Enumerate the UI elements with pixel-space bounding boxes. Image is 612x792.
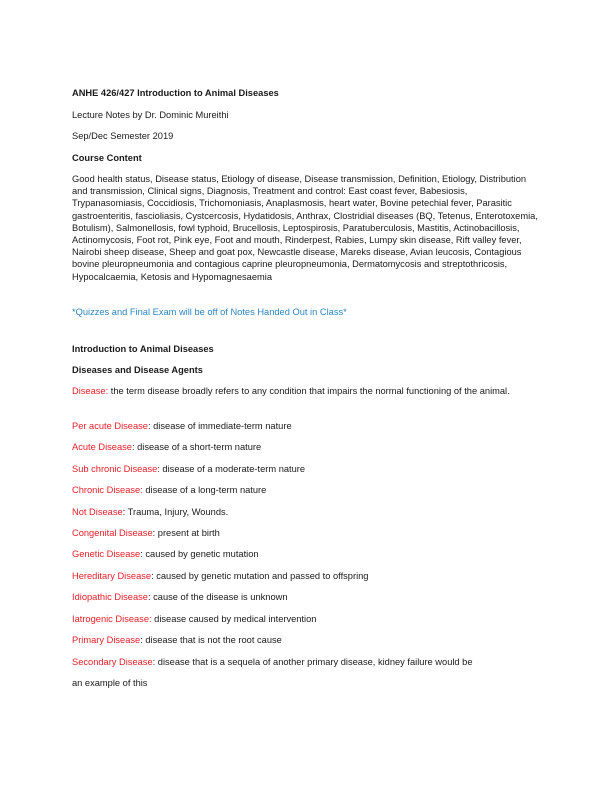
definition-text: an example of this bbox=[72, 678, 148, 688]
definition-text: : disease of a moderate-term nature bbox=[157, 464, 306, 474]
definition-item bbox=[72, 506, 228, 518]
definition-term: Congenital Disease bbox=[72, 528, 153, 538]
definition-text: the term disease broadly refers to any condition that impairs the normal functioning of the animal. bbox=[108, 386, 510, 396]
course-content-body: Good health status, Disease status, Etiology of disease, Disease transmission, Definition, Etiology, Distribution and transmission, Clinical signs, Diagnosis, Treatment and control: East coast fever, Babesiosis, Trypanasomiasis, Coccidiosis, Trichomoniasis, Anaplasmosis, heart water, Bovine petechial fever, Parasitic gastroenteritis, fascioliasis, Cystcercosis, Hydatidosis, Anthrax, Clostridial diseases (BQ, Tetenus, Enterotoxemia, Botulism), Salmonellosis, fowl typhoid, Brucellosis, Leptospirosis, Paratuberculosis, Mastitis, Actinobacillosis, Actinomycosis, Foot rot, Pink eye, Foot and mouth, Rinderpest, Rabies, Lumpy skin disease, Rift valley fever, Nairobi sheep disease, Sheep and goat pox, Newcastle disease, Mareks disease, Avian leucosis, Contagious bovine pleuropneumonia and contagious caprine pleuropneumonia, Dermatomycosis and streptothricosis, Hypocalcaemia, Ketosis and Hypomagnesaemia bbox=[72, 174, 538, 282]
definition-term: Iatrogenic Disease: bbox=[72, 614, 152, 624]
definition-term: Sub chronic Disease bbox=[72, 464, 158, 474]
section-subheading: Diseases and Disease Agents bbox=[72, 365, 203, 375]
definition-text: disease caused by medical intervention bbox=[151, 614, 317, 624]
definition-text: : cause of the disease is unknown bbox=[147, 592, 288, 602]
lecturer-line: Lecture Notes by Dr. Dominic Mureithi bbox=[72, 110, 229, 120]
definition-text: : disease of immediate-term nature bbox=[147, 421, 292, 431]
definition-item bbox=[72, 591, 288, 603]
definition-term: Hereditary Disease bbox=[72, 571, 152, 581]
definition-text: : disease that is not the root cause bbox=[140, 635, 282, 645]
definition-text: : caused by genetic mutation and passed to offspring bbox=[151, 571, 369, 581]
definition-term: Disease: bbox=[72, 386, 109, 396]
definition-continuation bbox=[72, 677, 147, 689]
definition-term: Not Disease bbox=[72, 507, 123, 517]
definition-term: Genetic Disease bbox=[72, 549, 141, 559]
definition-item bbox=[72, 548, 259, 560]
document-title: ANHE 426/427 Introduction to Animal Diseases bbox=[72, 88, 279, 98]
definition-item bbox=[72, 385, 542, 397]
section-heading: Introduction to Animal Diseases bbox=[72, 344, 214, 354]
definition-item bbox=[72, 441, 261, 453]
definition-item bbox=[72, 656, 473, 668]
definition-term: Acute Disease bbox=[72, 442, 132, 452]
definition-item bbox=[72, 527, 220, 539]
definition-term: Secondary Disease bbox=[72, 657, 153, 667]
definition-text: : caused by genetic mutation bbox=[140, 549, 259, 559]
course-content-heading: Course Content bbox=[72, 153, 142, 163]
definition-item bbox=[72, 613, 316, 625]
definition-item bbox=[72, 634, 282, 646]
definition-text: : disease that is a sequela of another primary disease, kidney failure would be bbox=[152, 657, 473, 667]
definition-term: Per acute Disease bbox=[72, 421, 148, 431]
definition-term: Chronic Disease: bbox=[72, 485, 143, 495]
definition-term: Primary Disease bbox=[72, 635, 141, 645]
definition-item bbox=[72, 484, 266, 496]
semester-line: Sep/Dec Semester 2019 bbox=[72, 131, 174, 141]
exam-note: *Quizzes and Final Exam will be off of Notes Handed Out in Class* bbox=[72, 307, 347, 317]
definition-item bbox=[72, 570, 368, 582]
definition-text: : present at birth bbox=[152, 528, 220, 538]
definition-text: : disease of a short-term nature bbox=[131, 442, 262, 452]
definition-item bbox=[72, 463, 305, 475]
definition-item bbox=[72, 420, 292, 432]
definition-term: Idiopathic Disease bbox=[72, 592, 148, 602]
definition-text: disease of a long-term nature bbox=[142, 485, 267, 495]
definition-text: : Trauma, Injury, Wounds. bbox=[122, 507, 229, 517]
